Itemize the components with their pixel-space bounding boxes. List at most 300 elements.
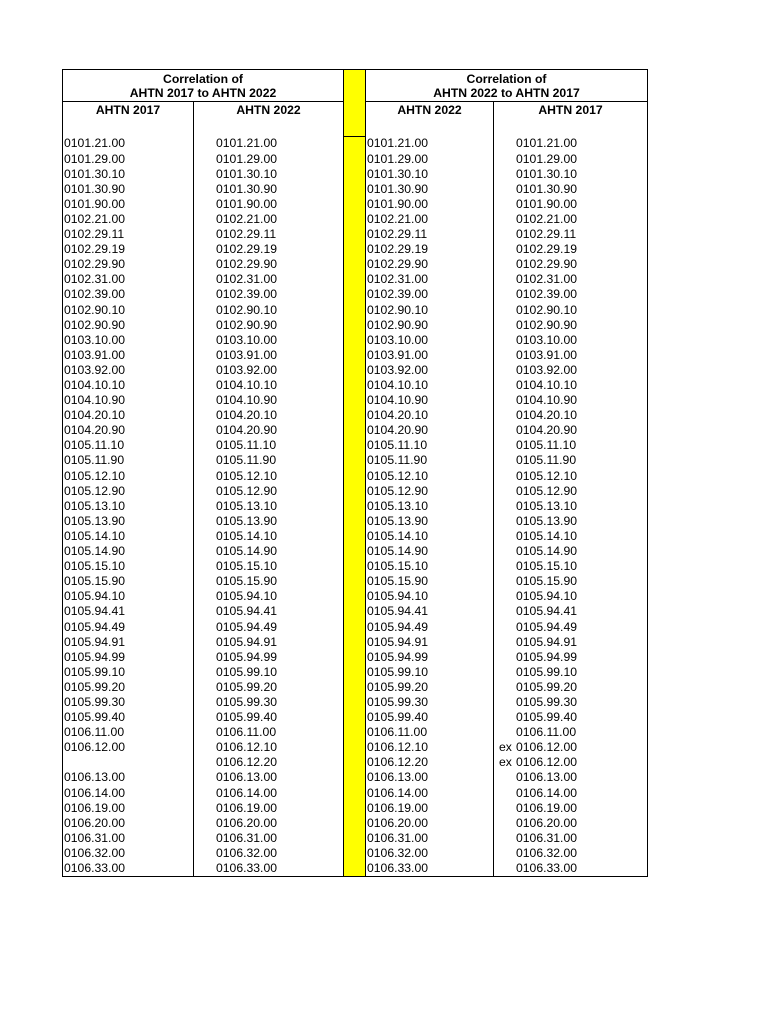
- yellow-separator-cell: [344, 197, 366, 212]
- yellow-separator-cell: [344, 680, 366, 695]
- cell-ahtn-2022: 0101.21.00: [194, 136, 344, 152]
- cell-ahtn-2017: 0102.29.90: [63, 257, 194, 272]
- yellow-separator-cell: [344, 846, 366, 861]
- cell-ahtn-2022-right: 0104.20.10: [366, 408, 494, 423]
- column-header-ahtn-2017-left: AHTN 2017: [63, 102, 194, 119]
- cell-ahtn-2022: 0105.94.49: [194, 620, 344, 635]
- table-row: [63, 167, 648, 182]
- cell-ahtn-2017-right: [494, 770, 648, 785]
- cell-value: 0105.15.90: [516, 574, 577, 589]
- cell-ahtn-2017: 0105.99.20: [63, 680, 194, 695]
- cell-ahtn-2022-right: 0103.92.00: [366, 363, 494, 378]
- table-row: [63, 287, 648, 302]
- cell-ahtn-2017-right: [494, 423, 648, 438]
- cell-ahtn-2017-right: [494, 786, 648, 801]
- correlation-sheet: [62, 69, 648, 877]
- cell-ahtn-2022: 0106.11.00: [194, 725, 344, 740]
- table-row: [63, 831, 648, 846]
- cell-ahtn-2017-right: [494, 559, 648, 574]
- cell-ahtn-2017: 0105.99.30: [63, 695, 194, 710]
- cell-ahtn-2017-right: [494, 695, 648, 710]
- cell-ahtn-2017: 0105.12.10: [63, 469, 194, 484]
- cell-ahtn-2022-right: 0105.13.10: [366, 499, 494, 514]
- cell-ahtn-2017: 0102.29.19: [63, 242, 194, 257]
- yellow-separator-cell: [344, 484, 366, 499]
- yellow-separator-cell: [344, 544, 366, 559]
- cell-ahtn-2017: 0105.94.91: [63, 635, 194, 650]
- cell-ahtn-2022: 0102.90.10: [194, 303, 344, 318]
- table-row: [63, 408, 648, 423]
- cell-ahtn-2022-right: 0106.31.00: [366, 831, 494, 846]
- cell-ahtn-2017: 0105.14.10: [63, 529, 194, 544]
- cell-ahtn-2022: 0105.14.10: [194, 529, 344, 544]
- table-row: [63, 770, 648, 785]
- table-row: [63, 816, 648, 831]
- cell-ahtn-2017-right: [494, 272, 648, 287]
- ex-prefix: ex: [499, 740, 512, 755]
- cell-ahtn-2017: 0106.13.00: [63, 770, 194, 785]
- cell-value: 0106.33.00: [516, 861, 577, 875]
- cell-ahtn-2017-right: [494, 544, 648, 559]
- cell-ahtn-2022-right: 0105.12.90: [366, 484, 494, 499]
- cell-ahtn-2022-right: 0101.29.00: [366, 152, 494, 167]
- cell-value: 0105.15.10: [516, 559, 577, 574]
- table-row: [63, 438, 648, 453]
- yellow-separator-cell: [344, 242, 366, 257]
- cell-value: 0102.90.90: [516, 317, 577, 332]
- yellow-separator-cell: [344, 287, 366, 302]
- left-title-line-2: AHTN 2017 to AHTN 2022: [129, 85, 277, 100]
- cell-ahtn-2017-right: [494, 318, 648, 333]
- table-row: [63, 680, 648, 695]
- cell-ahtn-2017-right: [494, 152, 648, 167]
- yellow-separator-cell: [344, 816, 366, 831]
- cell-ahtn-2022: 0104.10.90: [194, 393, 344, 408]
- table-body: [63, 136, 648, 877]
- cell-ahtn-2022-right: 0102.90.10: [366, 303, 494, 318]
- yellow-separator-cell: [344, 303, 366, 318]
- table-row: [63, 378, 648, 393]
- cell-ahtn-2017-right: [494, 710, 648, 725]
- cell-value: 0105.11.10: [516, 438, 577, 453]
- table-row: [63, 242, 648, 257]
- yellow-separator-cell: [344, 167, 366, 182]
- yellow-separator-cell: [344, 227, 366, 242]
- yellow-separator-cell: [344, 152, 366, 167]
- cell-ahtn-2022: 0105.99.10: [194, 665, 344, 680]
- cell-value: 0101.30.10: [516, 166, 577, 181]
- cell-value: 0106.19.00: [516, 800, 577, 815]
- table-row: [63, 635, 648, 650]
- cell-ahtn-2022-right: 0106.14.00: [366, 786, 494, 801]
- cell-ahtn-2017: 0105.94.99: [63, 650, 194, 665]
- table-row: [63, 363, 648, 378]
- cell-ahtn-2017: 0102.21.00: [63, 212, 194, 227]
- cell-value: 0101.30.90: [516, 181, 577, 196]
- cell-ahtn-2017: 0105.13.90: [63, 514, 194, 529]
- cell-value: 0104.20.90: [516, 423, 577, 438]
- cell-ahtn-2017-right: [494, 589, 648, 604]
- cell-ahtn-2022: 0102.29.90: [194, 257, 344, 272]
- cell-ahtn-2022: 0105.13.90: [194, 514, 344, 529]
- cell-value: 0105.99.10: [516, 664, 577, 679]
- cell-value: 0106.32.00: [516, 845, 577, 860]
- cell-ahtn-2022-right: 0105.15.90: [366, 574, 494, 589]
- cell-ahtn-2022-right: 0105.99.10: [366, 665, 494, 680]
- cell-value: 0102.39.00: [516, 287, 577, 302]
- yellow-separator-cell: [344, 438, 366, 453]
- cell-ahtn-2022-right: 0104.10.90: [366, 393, 494, 408]
- yellow-separator-cell: [344, 861, 366, 877]
- cell-ahtn-2017: 0106.14.00: [63, 786, 194, 801]
- table-row: [63, 514, 648, 529]
- yellow-separator-cell: [344, 695, 366, 710]
- cell-value: 0105.99.30: [516, 694, 577, 709]
- cell-ahtn-2022: 0101.30.90: [194, 182, 344, 197]
- cell-value: 0104.10.10: [516, 378, 577, 392]
- yellow-separator-column: [344, 70, 366, 137]
- cell-ahtn-2017-right: [494, 499, 648, 514]
- cell-ahtn-2017-right: [494, 212, 648, 227]
- table-row: [63, 665, 648, 680]
- cell-ahtn-2017: 0102.39.00: [63, 287, 194, 302]
- cell-ahtn-2017: [63, 755, 194, 770]
- cell-ahtn-2017-right: [494, 469, 648, 484]
- cell-value: 0105.13.90: [516, 513, 577, 528]
- table-row: [63, 846, 648, 861]
- cell-ahtn-2022-right: 0103.91.00: [366, 348, 494, 363]
- cell-ahtn-2022: 0104.20.90: [194, 423, 344, 438]
- yellow-separator-cell: [344, 378, 366, 393]
- column-header-ahtn-2017-right: AHTN 2017: [494, 102, 648, 119]
- cell-ahtn-2017: 0102.90.90: [63, 318, 194, 333]
- table-row: [63, 710, 648, 725]
- cell-value: 0105.12.90: [516, 483, 577, 498]
- cell-ahtn-2022-right: 0105.99.40: [366, 710, 494, 725]
- cell-ahtn-2017: 0101.30.90: [63, 182, 194, 197]
- cell-ahtn-2017: 0102.31.00: [63, 272, 194, 287]
- yellow-separator-cell: [344, 831, 366, 846]
- table-row: [63, 333, 648, 348]
- cell-ahtn-2017-right: [494, 755, 648, 770]
- cell-ahtn-2022: 0104.10.10: [194, 378, 344, 393]
- yellow-separator-cell: [344, 755, 366, 770]
- cell-ahtn-2022-right: 0101.30.90: [366, 182, 494, 197]
- yellow-separator-cell: [344, 514, 366, 529]
- cell-value: 0102.31.00: [516, 272, 577, 287]
- yellow-separator-cell: [344, 363, 366, 378]
- table-row: [63, 393, 648, 408]
- table-row: [63, 136, 648, 152]
- cell-value: 0102.29.90: [516, 257, 577, 272]
- cell-ahtn-2022-right: 0105.14.10: [366, 529, 494, 544]
- cell-ahtn-2017-right: [494, 620, 648, 635]
- table-row: [63, 423, 648, 438]
- cell-ahtn-2017: 0105.94.49: [63, 620, 194, 635]
- cell-ahtn-2022: 0106.12.20: [194, 755, 344, 770]
- table-row: [63, 544, 648, 559]
- cell-ahtn-2017-right: [494, 438, 648, 453]
- cell-ahtn-2017-right: [494, 650, 648, 665]
- cell-ahtn-2017-right: [494, 574, 648, 589]
- cell-ahtn-2017: 0105.99.40: [63, 710, 194, 725]
- cell-value: 0105.94.99: [516, 649, 577, 664]
- cell-value: 0105.94.49: [516, 619, 577, 634]
- yellow-separator-cell: [344, 182, 366, 197]
- cell-ahtn-2017: 0106.11.00: [63, 725, 194, 740]
- cell-ahtn-2022-right: 0105.99.20: [366, 680, 494, 695]
- cell-ahtn-2017: 0106.33.00: [63, 861, 194, 877]
- cell-value: 0101.90.00: [516, 196, 577, 211]
- cell-value: 0106.13.00: [516, 770, 577, 785]
- cell-ahtn-2022: 0106.13.00: [194, 770, 344, 785]
- table-row: [63, 348, 648, 363]
- cell-ahtn-2017: 0101.29.00: [63, 152, 194, 167]
- cell-ahtn-2022-right: 0105.99.30: [366, 695, 494, 710]
- cell-ahtn-2022-right: 0105.94.41: [366, 604, 494, 619]
- cell-ahtn-2022-right: 0102.39.00: [366, 287, 494, 302]
- cell-value: 0106.11.00: [516, 725, 577, 740]
- table-row: [63, 303, 648, 318]
- cell-ahtn-2017: 0105.13.10: [63, 499, 194, 514]
- yellow-separator-cell: [344, 650, 366, 665]
- left-table-title: [63, 70, 344, 102]
- cell-value: 0102.29.19: [516, 242, 577, 257]
- correlation-table: [62, 69, 648, 877]
- cell-ahtn-2017-right: [494, 303, 648, 318]
- cell-ahtn-2017: 0101.30.10: [63, 167, 194, 182]
- cell-ahtn-2017-right: [494, 227, 648, 242]
- cell-ahtn-2022-right: 0103.10.00: [366, 333, 494, 348]
- table-row: [63, 499, 648, 514]
- cell-value: 0102.21.00: [516, 211, 577, 226]
- cell-ahtn-2022-right: 0102.29.11: [366, 227, 494, 242]
- cell-ahtn-2022: 0105.99.20: [194, 680, 344, 695]
- table-row: [63, 182, 648, 197]
- cell-ahtn-2017-right: [494, 801, 648, 816]
- cell-ahtn-2022-right: 0106.11.00: [366, 725, 494, 740]
- cell-ahtn-2017: 0106.12.00: [63, 740, 194, 755]
- cell-ahtn-2022: 0106.12.10: [194, 740, 344, 755]
- cell-ahtn-2017: 0106.31.00: [63, 831, 194, 846]
- cell-ahtn-2022: 0104.20.10: [194, 408, 344, 423]
- cell-value: 0105.94.41: [516, 604, 577, 619]
- cell-ahtn-2022: 0105.94.41: [194, 604, 344, 619]
- cell-ahtn-2022-right: 0105.94.10: [366, 589, 494, 604]
- cell-value: 0106.12.00: [516, 740, 577, 755]
- cell-value: 0105.13.10: [516, 498, 577, 513]
- cell-ahtn-2022-right: 0104.20.90: [366, 423, 494, 438]
- yellow-separator-cell: [344, 136, 366, 152]
- yellow-separator-cell: [344, 212, 366, 227]
- cell-ahtn-2022-right: 0105.13.90: [366, 514, 494, 529]
- yellow-separator-cell: [344, 710, 366, 725]
- cell-ahtn-2022: 0106.32.00: [194, 846, 344, 861]
- cell-ahtn-2022-right: 0102.90.90: [366, 318, 494, 333]
- cell-value: 0105.94.91: [516, 634, 577, 649]
- cell-ahtn-2017-right: [494, 393, 648, 408]
- cell-ahtn-2022-right: 0102.21.00: [366, 212, 494, 227]
- yellow-separator-cell: [344, 348, 366, 363]
- cell-ahtn-2017-right: [494, 831, 648, 846]
- yellow-separator-cell: [344, 272, 366, 287]
- cell-ahtn-2017: 0102.90.10: [63, 303, 194, 318]
- cell-ahtn-2017: 0105.99.10: [63, 665, 194, 680]
- cell-ahtn-2022-right: 0102.29.90: [366, 257, 494, 272]
- cell-ahtn-2017-right: [494, 604, 648, 619]
- cell-value: 0106.20.00: [516, 815, 577, 830]
- cell-ahtn-2017-right: [494, 287, 648, 302]
- cell-ahtn-2022-right: 0105.94.99: [366, 650, 494, 665]
- table-row: [63, 152, 648, 167]
- cell-value: 0105.12.10: [516, 468, 577, 483]
- right-title-line-1: Correlation of: [466, 71, 547, 86]
- table-row: [63, 318, 648, 333]
- yellow-separator-cell: [344, 393, 366, 408]
- title-row: [63, 70, 648, 102]
- cell-ahtn-2022-right: 0104.10.10: [366, 378, 494, 393]
- cell-ahtn-2022-right: 0106.13.00: [366, 770, 494, 785]
- table-row: [63, 604, 648, 619]
- cell-ahtn-2017-right: [494, 453, 648, 468]
- cell-ahtn-2022: 0105.94.91: [194, 635, 344, 650]
- yellow-separator-cell: [344, 770, 366, 785]
- table-row: [63, 529, 648, 544]
- cell-ahtn-2017-right: [494, 348, 648, 363]
- cell-ahtn-2022: 0105.13.10: [194, 499, 344, 514]
- yellow-separator-cell: [344, 725, 366, 740]
- cell-ahtn-2022: 0105.12.90: [194, 484, 344, 499]
- cell-value: 0105.94.10: [516, 589, 577, 604]
- cell-ahtn-2022: 0103.91.00: [194, 348, 344, 363]
- table-row: [63, 574, 648, 589]
- cell-ahtn-2022: 0106.33.00: [194, 861, 344, 877]
- cell-ahtn-2022-right: 0106.33.00: [366, 861, 494, 877]
- table-row: [63, 212, 648, 227]
- table-row: [63, 786, 648, 801]
- ex-prefix: ex: [499, 755, 512, 770]
- yellow-separator-cell: [344, 318, 366, 333]
- cell-ahtn-2022: 0105.99.30: [194, 695, 344, 710]
- cell-ahtn-2017-right: [494, 167, 648, 182]
- cell-ahtn-2017-right: [494, 197, 648, 212]
- cell-ahtn-2017: 0101.90.00: [63, 197, 194, 212]
- cell-value: 0103.92.00: [516, 362, 577, 377]
- cell-ahtn-2022: 0101.30.10: [194, 167, 344, 182]
- cell-ahtn-2022: 0102.31.00: [194, 272, 344, 287]
- yellow-separator-cell: [344, 453, 366, 468]
- yellow-separator-cell: [344, 257, 366, 272]
- cell-value: 0105.14.90: [516, 544, 577, 559]
- cell-ahtn-2022-right: 0105.15.10: [366, 559, 494, 574]
- cell-ahtn-2022: 0105.99.40: [194, 710, 344, 725]
- cell-ahtn-2017-right: [494, 378, 648, 393]
- yellow-separator-cell: [344, 665, 366, 680]
- cell-ahtn-2017: 0106.20.00: [63, 816, 194, 831]
- cell-ahtn-2017-right: [494, 725, 648, 740]
- yellow-separator-cell: [344, 333, 366, 348]
- yellow-separator-cell: [344, 469, 366, 484]
- table-row: [63, 589, 648, 604]
- yellow-separator-cell: [344, 589, 366, 604]
- cell-value: 0106.12.00: [516, 755, 577, 770]
- cell-ahtn-2022: 0102.21.00: [194, 212, 344, 227]
- cell-ahtn-2017-right: [494, 680, 648, 695]
- cell-ahtn-2022-right: 0105.94.49: [366, 620, 494, 635]
- cell-ahtn-2017: 0105.15.10: [63, 559, 194, 574]
- cell-value: 0106.14.00: [516, 785, 577, 800]
- cell-ahtn-2017-right: [494, 408, 648, 423]
- cell-ahtn-2017-right: [494, 740, 648, 755]
- yellow-separator-cell: [344, 786, 366, 801]
- cell-ahtn-2022-right: 0105.12.10: [366, 469, 494, 484]
- yellow-separator-cell: [344, 574, 366, 589]
- cell-ahtn-2022-right: 0102.31.00: [366, 272, 494, 287]
- yellow-separator-cell: [344, 635, 366, 650]
- cell-ahtn-2017-right: [494, 846, 648, 861]
- cell-ahtn-2022: 0106.20.00: [194, 816, 344, 831]
- cell-ahtn-2017: 0104.10.10: [63, 378, 194, 393]
- table-row: [63, 861, 648, 877]
- cell-ahtn-2017: 0102.29.11: [63, 227, 194, 242]
- yellow-separator-cell: [344, 604, 366, 619]
- cell-ahtn-2022: 0103.10.00: [194, 333, 344, 348]
- cell-ahtn-2017-right: [494, 861, 648, 877]
- cell-ahtn-2022: 0101.29.00: [194, 152, 344, 167]
- cell-ahtn-2022-right: 0105.94.91: [366, 635, 494, 650]
- table-row: [63, 725, 648, 740]
- cell-ahtn-2017: 0105.94.41: [63, 604, 194, 619]
- cell-ahtn-2022-right: 0101.30.10: [366, 167, 494, 182]
- cell-ahtn-2017-right: [494, 333, 648, 348]
- cell-value: 0105.11.90: [516, 453, 577, 468]
- cell-ahtn-2022: 0105.94.99: [194, 650, 344, 665]
- cell-ahtn-2017-right: [494, 665, 648, 680]
- cell-ahtn-2022: 0105.11.10: [194, 438, 344, 453]
- cell-ahtn-2017: 0105.15.90: [63, 574, 194, 589]
- cell-ahtn-2017: 0104.20.90: [63, 423, 194, 438]
- cell-ahtn-2017: 0103.91.00: [63, 348, 194, 363]
- cell-value: 0104.10.90: [516, 393, 577, 408]
- yellow-separator-cell: [344, 529, 366, 544]
- cell-ahtn-2017-right: [494, 363, 648, 378]
- cell-ahtn-2022: 0105.94.10: [194, 589, 344, 604]
- cell-ahtn-2017: 0101.21.00: [63, 136, 194, 152]
- cell-ahtn-2017: 0103.10.00: [63, 333, 194, 348]
- cell-ahtn-2022: 0106.19.00: [194, 801, 344, 816]
- cell-ahtn-2017: 0104.20.10: [63, 408, 194, 423]
- cell-ahtn-2017-right: [494, 514, 648, 529]
- cell-value: 0103.91.00: [516, 347, 577, 362]
- cell-ahtn-2017-right: [494, 182, 648, 197]
- cell-ahtn-2017-right: [494, 484, 648, 499]
- cell-ahtn-2022: 0103.92.00: [194, 363, 344, 378]
- cell-value: 0104.20.10: [516, 408, 577, 423]
- cell-ahtn-2017-right: [494, 242, 648, 257]
- cell-ahtn-2022: 0102.90.90: [194, 318, 344, 333]
- table-row: [63, 801, 648, 816]
- cell-ahtn-2022: 0102.29.11: [194, 227, 344, 242]
- table-row: [63, 559, 648, 574]
- table-row: [63, 469, 648, 484]
- cell-ahtn-2022-right: 0105.11.90: [366, 453, 494, 468]
- cell-ahtn-2022-right: 0106.12.10: [366, 740, 494, 755]
- cell-ahtn-2017: 0106.32.00: [63, 846, 194, 861]
- cell-value: 0106.31.00: [516, 830, 577, 845]
- cell-ahtn-2022: 0105.11.90: [194, 453, 344, 468]
- cell-ahtn-2017: 0105.14.90: [63, 544, 194, 559]
- yellow-separator-cell: [344, 423, 366, 438]
